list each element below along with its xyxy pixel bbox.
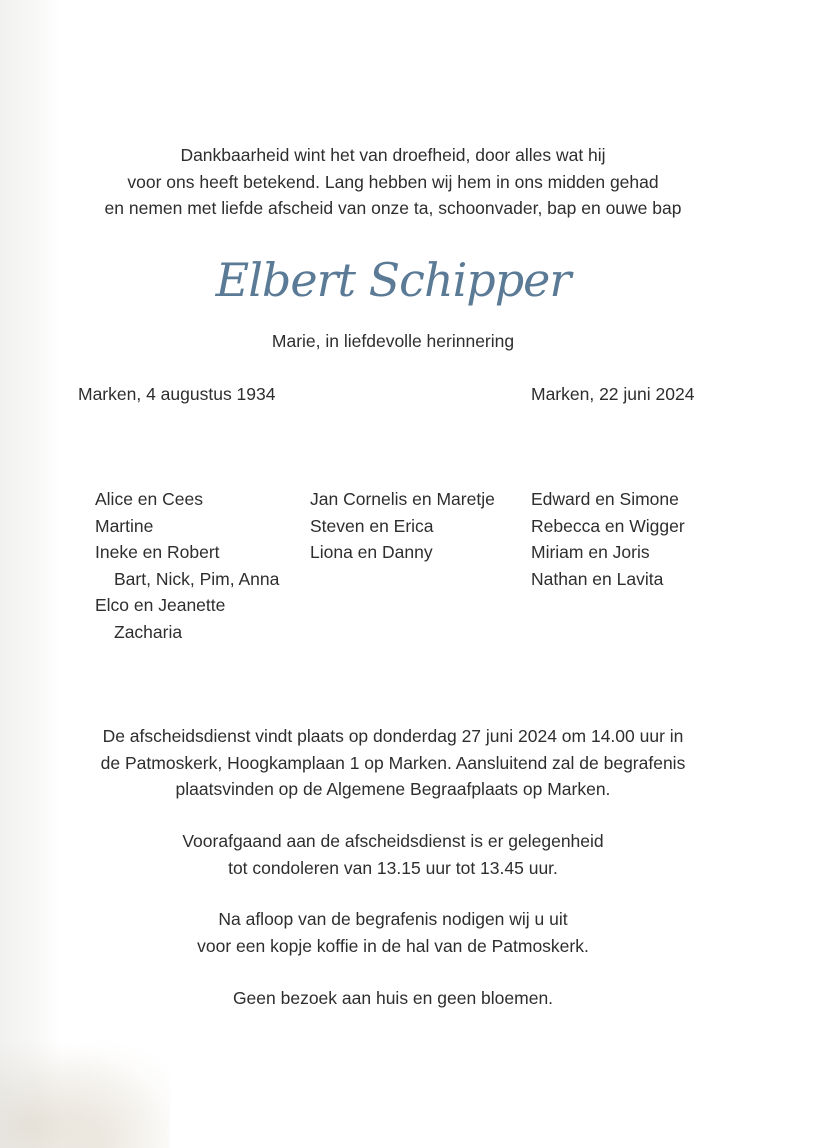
family-name: Miriam en Joris	[531, 542, 650, 562]
birth-date: Marken, 4 augustus 1934	[78, 384, 276, 404]
coffee-line: voor een kopje koffie in de hal van de Patmoskerk.	[197, 935, 589, 956]
intro-text	[0, 142, 786, 222]
coffee-info	[0, 906, 786, 959]
death-date: Marken, 22 juni 2024	[531, 384, 695, 404]
no-visit-notice: Geen bezoek aan huis en geen bloemen.	[232, 988, 554, 1008]
bottom-left-texture	[0, 1038, 170, 1148]
ceremony-line: De afscheidsdienst vindt plaats op donderdag 27 juni 2024 om 14.00 uur in	[102, 726, 684, 746]
family-name: Edward en Simone	[531, 489, 679, 509]
family-name: Steven en Erica	[310, 515, 434, 536]
condolence-line: Voorafgaand aan de afscheidsdienst is er gelegenheid	[182, 831, 604, 851]
family-name: Martine	[95, 515, 154, 536]
subtitle: Marie, in liefdevolle herinnering	[271, 331, 515, 351]
family-name: Ineke en Robert	[95, 542, 220, 562]
condolence-info	[0, 828, 786, 881]
family-name: Elco en Jeanette	[95, 595, 226, 615]
family-grandchildren: Bart, Nick, Pim, Anna	[114, 568, 280, 589]
family-name: Rebecca en Wigger	[531, 515, 685, 536]
family-grandchildren: Zacharia	[114, 621, 183, 642]
ceremony-line: plaatsvinden op de Algemene Begraafplaats op Marken.	[175, 779, 611, 799]
ceremony-info	[0, 723, 786, 803]
family-name: Alice en Cees	[95, 489, 203, 509]
intro-line: Dankbaarheid wint het van droefheid, door alles wat hij	[180, 145, 606, 165]
deceased-name: Elbert Schipper	[215, 253, 571, 307]
family-column-2	[310, 486, 495, 566]
ceremony-line: de Patmoskerk, Hoogkamplaan 1 op Marken. Aansluitend zal de begrafenis	[100, 752, 686, 773]
family-name: Liona en Danny	[310, 542, 433, 562]
family-column-1	[95, 486, 279, 645]
family-name: Nathan en Lavita	[531, 568, 664, 589]
intro-line: en nemen met liefde afscheid van onze ta, schoonvader, bap en ouwe bap	[104, 198, 682, 218]
coffee-line: Na afloop van de begrafenis nodigen wij u uit	[218, 909, 568, 929]
condolence-line: tot condoleren van 13.15 uur tot 13.45 uur.	[228, 857, 558, 878]
family-column-3	[531, 486, 685, 592]
family-name: Jan Cornelis en Maretje	[310, 489, 495, 509]
intro-line: voor ons heeft betekend. Lang hebben wij hem in ons midden gehad	[127, 171, 659, 192]
